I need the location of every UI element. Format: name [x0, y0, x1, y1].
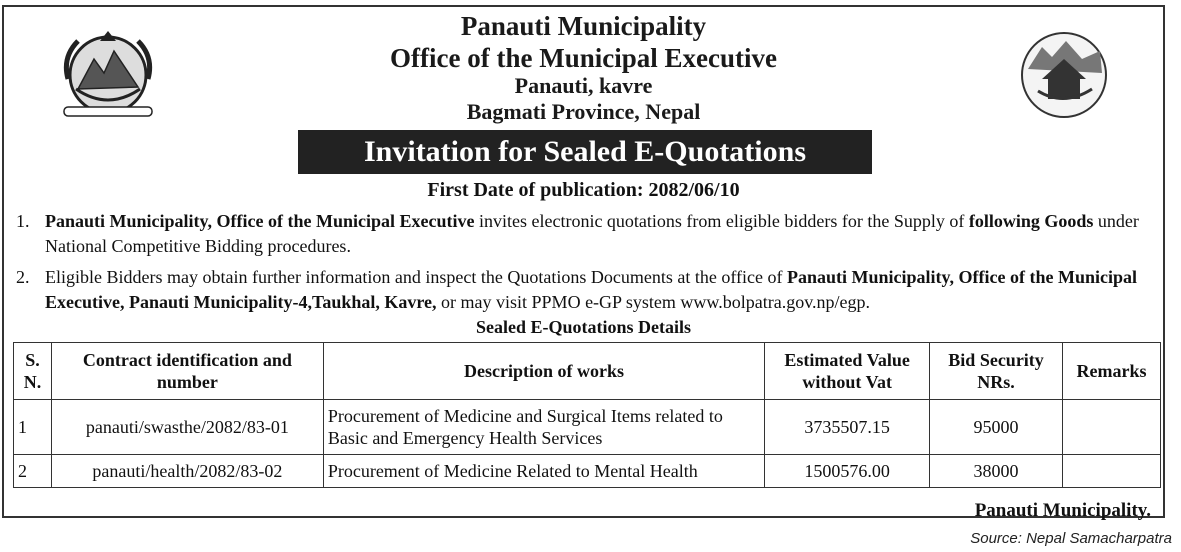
clause-text-part: under National Competitive Bidding procedures. — [45, 211, 1139, 256]
table-row — [14, 455, 1161, 488]
cell-estimated-value: 3735507.15 — [765, 400, 930, 455]
clause-text — [45, 265, 1161, 315]
clause-text-part: Eligible Bidders may obtain further information and inspect the Quotations Documents at the office of — [45, 267, 787, 287]
cell-estimated-value: 1500576.00 — [765, 455, 930, 488]
municipality-name: Panauti Municipality — [460, 11, 707, 41]
clause-number: 1. — [16, 211, 30, 231]
clause-text-part: invites electronic quotations from eligible bidders for the Supply of — [474, 211, 969, 231]
office-location: Panauti, kavre — [514, 73, 653, 98]
table-row — [14, 400, 1161, 455]
cell-contract: panauti/swasthe/2082/83-01 — [51, 400, 323, 455]
clause-text-part: or may visit PPMO e-GP system www.bolpatra.gov.np/egp. — [436, 292, 871, 312]
office-name: Office of the Municipal Executive — [390, 43, 777, 73]
header-bid-security: Bid Security NRs. — [930, 343, 1063, 400]
clause-bold-goods: following Goods — [968, 211, 1094, 231]
header-estimated-value: Estimated Value without Vat — [765, 343, 930, 400]
clause-bold-office: Panauti Municipality, Office of the Municipal Executive, Panauti Municipality-4,Taukhal, Kavre, — [45, 267, 1137, 312]
header-remarks: Remarks — [1063, 343, 1161, 400]
header-description: Description of works — [323, 343, 764, 400]
cell-bid-security: 38000 — [930, 455, 1063, 488]
clause-number: 2. — [16, 267, 30, 287]
quotations-table — [13, 342, 1161, 488]
table-caption: Sealed E-Quotations Details — [475, 317, 691, 337]
office-province: Bagmati Province, Nepal — [466, 99, 701, 124]
clause-text — [45, 209, 1161, 259]
cell-sn: 2 — [14, 455, 52, 488]
header-sn: S. N. — [14, 343, 52, 400]
notice-frame — [2, 5, 1165, 521]
cell-sn: 1 — [14, 400, 52, 455]
source-credit: Source: Nepal Samacharpatra — [970, 530, 1172, 547]
clause-bold-lead: Panauti Municipality, Office of the Municipal Executive — [45, 211, 475, 231]
cell-remarks — [1063, 455, 1161, 488]
cell-bid-security: 95000 — [930, 400, 1063, 455]
table-header-row — [14, 343, 1161, 400]
cell-remarks — [1063, 400, 1161, 455]
cell-description: Procurement of Medicine Related to Mental Health — [323, 455, 764, 488]
invitation-heading: Invitation for Sealed E-Quotations — [298, 130, 872, 174]
clause-2 — [16, 265, 1161, 315]
signature: Panauti Municipality. — [974, 500, 1151, 521]
publication-date: First Date of publication: 2082/06/10 — [427, 179, 740, 201]
header-contract: Contract identification and number — [51, 343, 323, 400]
cell-contract: panauti/health/2082/83-02 — [51, 455, 323, 488]
cell-description: Procurement of Medicine and Surgical Items related to Basic and Emergency Health Services — [323, 400, 764, 455]
clause-1 — [16, 209, 1161, 259]
